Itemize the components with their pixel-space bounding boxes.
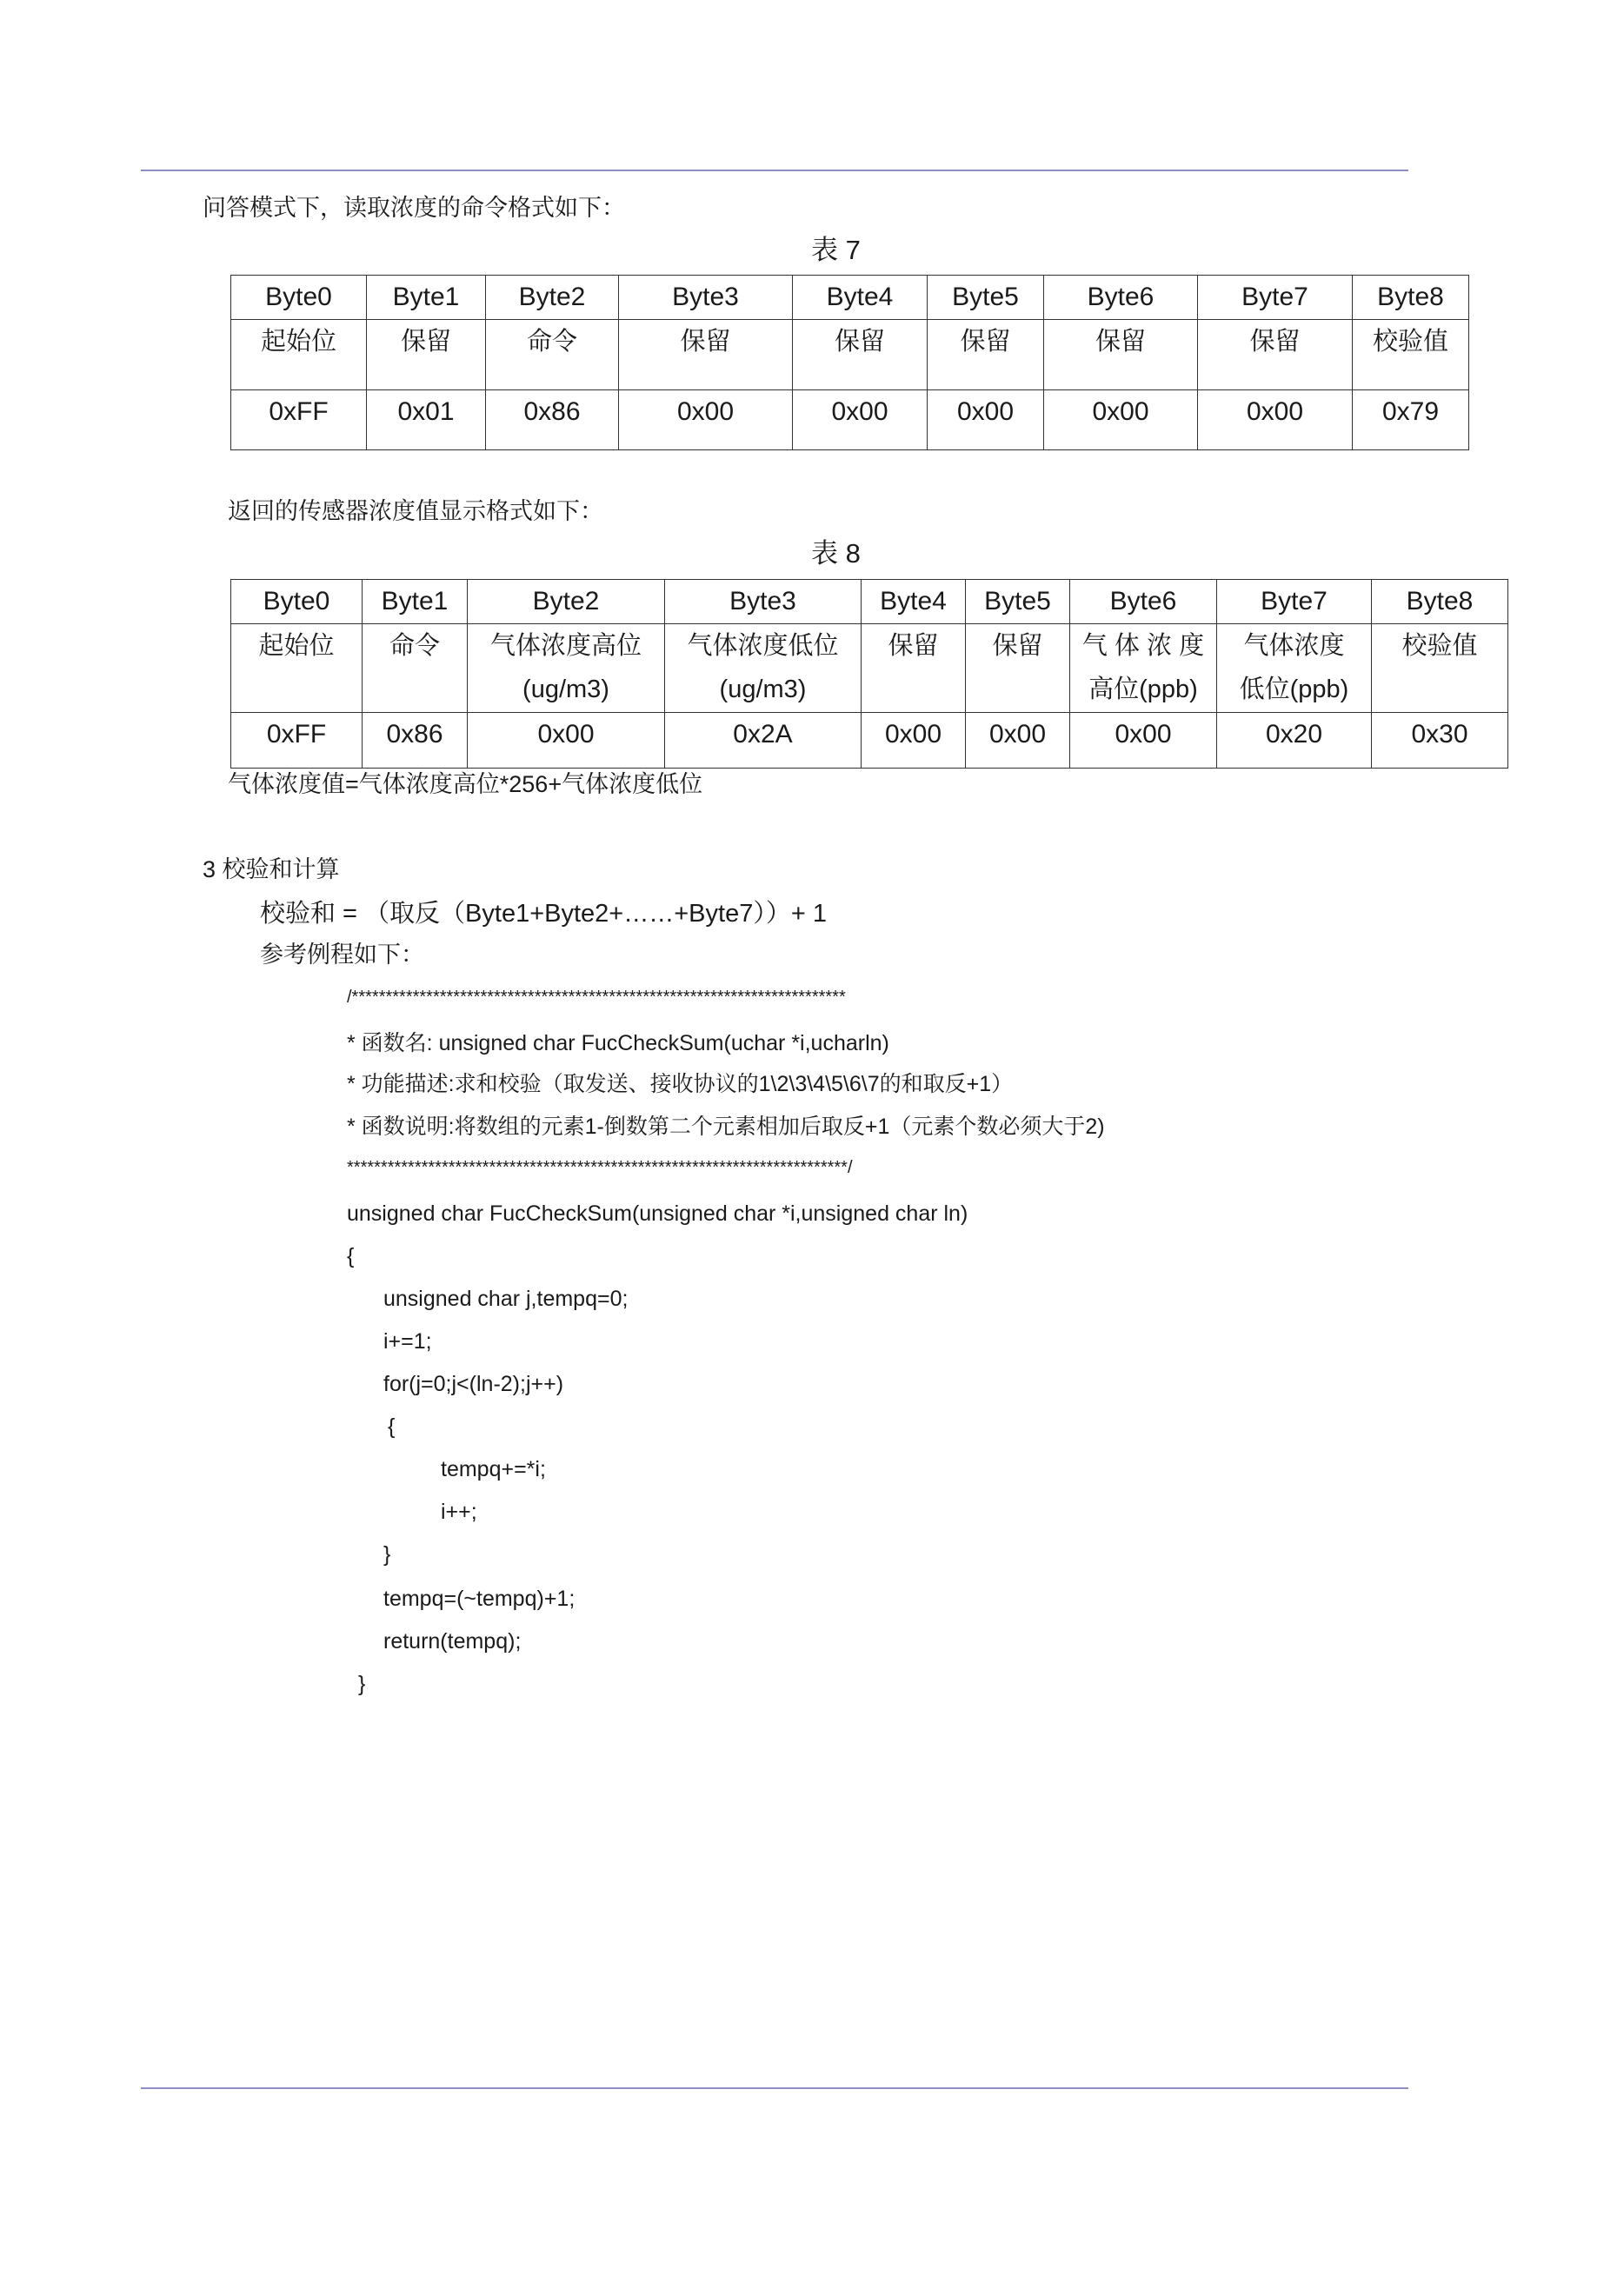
code-line: unsigned char FucCheckSum(unsigned char *i,unsigned char ln) xyxy=(347,1201,968,1226)
table7-value-cell: 0x00 xyxy=(619,390,793,450)
table8-header-cell: Byte2 xyxy=(468,580,665,624)
table7-meaning-cell: 命令 xyxy=(486,320,619,390)
table7-meaning-cell: 保留 xyxy=(1198,320,1353,390)
table7-header-cell: Byte6 xyxy=(1044,276,1198,320)
table8-header-cell: Byte7 xyxy=(1217,580,1372,624)
table8-value-cell: 0x2A xyxy=(665,713,862,769)
table7-header-cell: Byte8 xyxy=(1353,276,1469,320)
table7-value-cell: 0x00 xyxy=(1044,390,1198,450)
table8-header-cell: Byte6 xyxy=(1070,580,1217,624)
code-line: { xyxy=(388,1414,396,1439)
code-line: * 函数说明:将数组的元素1-倒数第二个元素相加后取反+1（元素个数必须大于2) xyxy=(347,1115,1105,1139)
table7-meaning-cell: 保留 xyxy=(367,320,486,390)
meaning-line1: 气体浓度 xyxy=(1243,632,1345,660)
code-line: for(j=0;j<(ln-2);j++) xyxy=(383,1372,564,1396)
meaning-line1: 气 体 浓 度 xyxy=(1081,632,1205,660)
table8-meaning-cell xyxy=(468,624,665,713)
code-line: } xyxy=(358,1672,366,1696)
table7-header-cell: Byte4 xyxy=(793,276,928,320)
table8-meaning-cell xyxy=(862,624,966,713)
code-line: **************************************************************************/ xyxy=(347,1158,853,1177)
table8-value-cell: 0x00 xyxy=(862,713,966,769)
table7-meaning-cell: 保留 xyxy=(619,320,793,390)
table7-value-cell: 0x01 xyxy=(367,390,486,450)
meaning-line2: 低位(ppb) xyxy=(1239,675,1349,703)
code-line: unsigned char j,tempq=0; xyxy=(383,1287,629,1311)
table7-header-cell: Byte2 xyxy=(486,276,619,320)
table8-meaning-cell xyxy=(665,624,862,713)
table8-header-cell: Byte0 xyxy=(231,580,363,624)
code-line: i+=1; xyxy=(383,1329,432,1354)
table8-value-cell: 0x00 xyxy=(468,713,665,769)
table7-value-cell: 0xFF xyxy=(231,390,367,450)
return-text: 返回的传感器浓度值显示格式如下： xyxy=(228,498,603,524)
footer-rule xyxy=(141,2087,1408,2089)
meaning-line1: 保留 xyxy=(888,632,939,660)
table8-header-cell: Byte4 xyxy=(862,580,966,624)
table7-header-cell: Byte1 xyxy=(367,276,486,320)
table8-meaning-cell xyxy=(363,624,468,713)
meaning-line1: 气体浓度低位 xyxy=(687,632,839,660)
meaning-line2: 高位(ppb) xyxy=(1088,675,1198,703)
section-title: 3 校验和计算 xyxy=(203,856,340,882)
table7-value-cell: 0x00 xyxy=(928,390,1044,450)
table8-caption: 表 8 xyxy=(811,538,861,569)
table7-value-cell: 0x79 xyxy=(1353,390,1469,450)
table7-header-cell: Byte0 xyxy=(231,276,367,320)
table7-meaning-cell: 保留 xyxy=(1044,320,1198,390)
formula-text: 气体浓度值=气体浓度高位*256+气体浓度低位 xyxy=(228,771,703,797)
meaning-line1: 命令 xyxy=(389,632,440,660)
meaning-line1: 保留 xyxy=(992,632,1043,660)
meaning-line1: 校验值 xyxy=(1401,632,1478,660)
meaning-line2: (ug/m3) xyxy=(719,675,807,703)
code-line: tempq+=*i; xyxy=(441,1457,546,1481)
example-label: 参考例程如下： xyxy=(260,942,424,968)
table8-header-cell: Byte1 xyxy=(363,580,468,624)
code-line: i++; xyxy=(441,1500,477,1524)
table8-meaning-cell xyxy=(1372,624,1508,713)
table7-value-cell: 0x00 xyxy=(793,390,928,450)
meaning-line2: (ug/m3) xyxy=(522,675,609,703)
table8-meaning-cell xyxy=(1217,624,1372,713)
table8-value-cell: 0x86 xyxy=(363,713,468,769)
table7-value-cell: 0x00 xyxy=(1198,390,1353,450)
table8-header-cell: Byte8 xyxy=(1372,580,1508,624)
table7-value-cell: 0x86 xyxy=(486,390,619,450)
code-line: * 函数名: unsigned char FucCheckSum(uchar *i,ucharln) xyxy=(347,1031,889,1055)
code-line: tempq=(~tempq)+1; xyxy=(383,1587,576,1611)
table7-header-cell: Byte3 xyxy=(619,276,793,320)
table7-header-cell: Byte7 xyxy=(1198,276,1353,320)
code-line: * 功能描述:求和校验（取发送、接收协议的1\2\3\4\5\6\7的和取反+1） xyxy=(347,1072,1014,1096)
header-rule xyxy=(141,170,1408,171)
code-line: /************************************************************************* xyxy=(347,988,846,1007)
intro-text: 问答模式下，读取浓度的命令格式如下： xyxy=(203,195,625,221)
table7-caption: 表 7 xyxy=(811,235,861,265)
table8-value-cell: 0x00 xyxy=(1070,713,1217,769)
table7-meaning-cell: 校验值 xyxy=(1353,320,1469,390)
table8-header-cell: Byte5 xyxy=(966,580,1070,624)
table7-header-cell: Byte5 xyxy=(928,276,1044,320)
code-line: { xyxy=(347,1244,355,1268)
table8-value-cell: 0x00 xyxy=(966,713,1070,769)
table7-meaning-cell: 起始位 xyxy=(231,320,367,390)
meaning-line1: 气体浓度高位 xyxy=(489,632,642,660)
table8-value-cell: 0x20 xyxy=(1217,713,1372,769)
table8 xyxy=(230,579,1508,769)
table8-meaning-cell xyxy=(1070,624,1217,713)
table8-header-cell: Byte3 xyxy=(665,580,862,624)
table7 xyxy=(230,275,1469,450)
table8-meaning-cell xyxy=(231,624,363,713)
code-line: return(tempq); xyxy=(383,1629,522,1654)
table8-value-cell: 0x30 xyxy=(1372,713,1508,769)
checksum-formula: 校验和 = （取反（Byte1+Byte2+……+Byte7））+ 1 xyxy=(260,900,827,928)
code-line: } xyxy=(383,1542,391,1567)
meaning-line1: 起始位 xyxy=(258,632,335,660)
table7-meaning-cell: 保留 xyxy=(793,320,928,390)
table8-meaning-cell xyxy=(966,624,1070,713)
table7-meaning-cell: 保留 xyxy=(928,320,1044,390)
table8-value-cell: 0xFF xyxy=(231,713,363,769)
